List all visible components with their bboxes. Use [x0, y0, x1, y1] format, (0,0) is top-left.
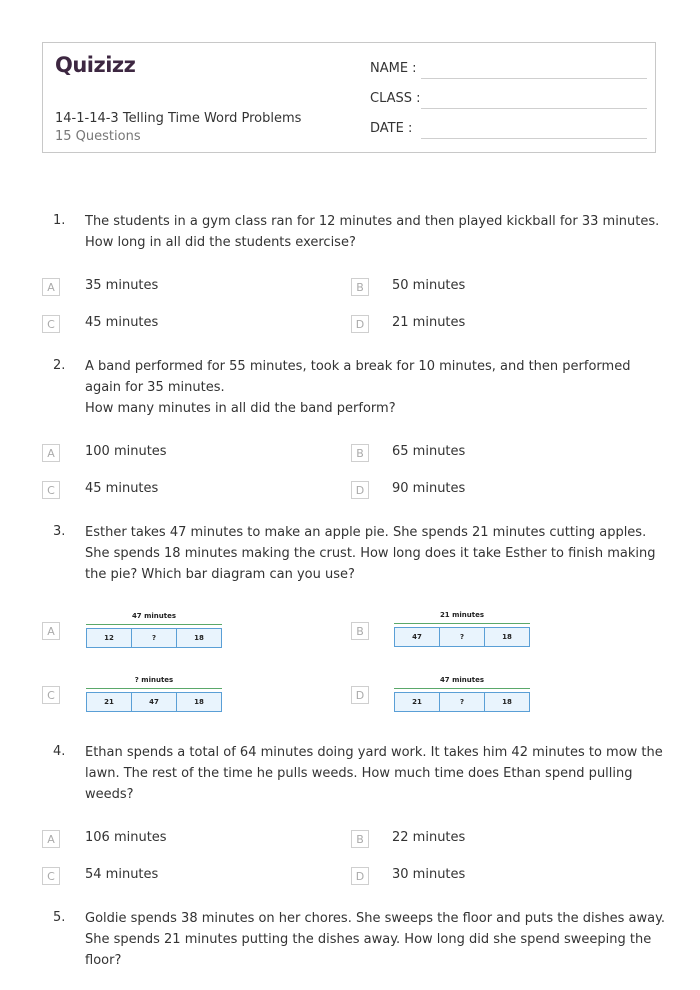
diagram-segment: 18 [502, 633, 512, 641]
question-line: How long in all did the students exercise? [85, 235, 356, 250]
question-text [85, 742, 663, 805]
option-letter[interactable]: C [42, 686, 60, 704]
question-line: She spends 21 minutes putting the dishes away. How long did she spend sweeping the [85, 932, 652, 947]
diagram-segment: 47 [132, 693, 177, 711]
diagram-bar [86, 692, 222, 712]
diagram-segment: 21 [395, 693, 440, 711]
option-letter[interactable]: C [42, 867, 60, 885]
bar-diagram[interactable] [394, 611, 530, 657]
worksheet-header [42, 42, 656, 153]
option-letter[interactable]: D [351, 481, 369, 499]
date-line [421, 138, 647, 139]
question-line: The students in a gym class ran for 12 minutes and then played kickball for 33 minutes. [85, 214, 660, 229]
name-label: NAME : [370, 61, 417, 76]
question-text [85, 356, 657, 419]
option-letter[interactable]: B [351, 830, 369, 848]
question-number: 2. [53, 358, 66, 373]
option-text[interactable]: 106 minutes [85, 830, 167, 845]
diagram-bracket-line [86, 624, 222, 625]
question-line: A band performed for 55 minutes, took a break for 10 minutes, and then performed [85, 359, 631, 374]
option-text[interactable]: 45 minutes [85, 481, 159, 496]
diagram-segment: 18 [194, 634, 204, 642]
option-letter[interactable]: B [351, 278, 369, 296]
question-text [85, 211, 660, 253]
option-text[interactable]: 21 minutes [392, 315, 466, 330]
option-letter[interactable]: D [351, 315, 369, 333]
diagram-segment: 18 [194, 698, 204, 706]
option-text[interactable]: 90 minutes [392, 481, 466, 496]
diagram-segment: ? [440, 693, 485, 711]
option-letter[interactable]: A [42, 444, 60, 462]
diagram-segment: 12 [87, 629, 132, 647]
diagram-bracket-line [394, 688, 530, 689]
option-letter[interactable]: B [351, 622, 369, 640]
class-label: CLASS : [370, 91, 421, 106]
question-text [85, 908, 666, 971]
option-letter[interactable]: D [351, 867, 369, 885]
question-line: the pie? Which bar diagram can you use? [85, 567, 355, 582]
bar-diagram[interactable] [86, 612, 222, 658]
option-letter[interactable]: C [42, 315, 60, 333]
question-line: floor? [85, 953, 122, 968]
question-line: Goldie spends 38 minutes on her chores. She sweeps the floor and puts the dishes away. [85, 911, 666, 926]
question-line: She spends 18 minutes making the crust. How long does it take Esther to finish making [85, 546, 656, 561]
question-line: Esther takes 47 minutes to make an apple pie. She spends 21 minutes cutting apples. [85, 525, 647, 540]
date-label: DATE : [370, 121, 413, 136]
diagram-segment: 47 [395, 628, 440, 646]
question-line: Ethan spends a total of 64 minutes doing yard work. It takes him 42 minutes to mow the [85, 745, 663, 760]
question-count: 15 Questions [55, 129, 141, 144]
diagram-bar [86, 628, 222, 648]
diagram-total-label: 21 minutes [439, 611, 485, 619]
option-text[interactable]: 30 minutes [392, 867, 466, 882]
option-letter[interactable]: C [42, 481, 60, 499]
name-line [421, 78, 647, 79]
question-number: 5. [53, 910, 66, 925]
diagram-bracket-line [86, 688, 222, 689]
diagram-total-label: 47 minutes [439, 676, 485, 684]
option-letter[interactable]: A [42, 278, 60, 296]
option-letter[interactable]: D [351, 686, 369, 704]
diagram-segment: 21 [87, 693, 132, 711]
option-text[interactable]: 54 minutes [85, 867, 159, 882]
question-line: again for 35 minutes. [85, 380, 225, 395]
diagram-segment: 18 [502, 698, 512, 706]
option-letter[interactable]: A [42, 622, 60, 640]
diagram-bar [394, 627, 530, 647]
diagram-bracket-line [394, 623, 530, 624]
question-line: lawn. The rest of the time he pulls weeds. How much time does Ethan spend pulling [85, 766, 633, 781]
question-number: 3. [53, 524, 66, 539]
question-number: 4. [53, 744, 66, 759]
bar-diagram[interactable] [86, 676, 222, 722]
question-line: How many minutes in all did the band perform? [85, 401, 396, 416]
option-text[interactable]: 65 minutes [392, 444, 466, 459]
question-number: 1. [53, 213, 66, 228]
option-text[interactable]: 35 minutes [85, 278, 159, 293]
question-text [85, 522, 657, 585]
diagram-segment: ? [132, 629, 177, 647]
diagram-total-label: 47 minutes [131, 612, 177, 620]
option-text[interactable]: 45 minutes [85, 315, 159, 330]
diagram-total-label: ? minutes [134, 676, 174, 684]
option-text[interactable]: 100 minutes [85, 444, 167, 459]
bar-diagram[interactable] [394, 676, 530, 722]
worksheet-title: 14-1-14-3 Telling Time Word Problems [55, 111, 302, 126]
option-letter[interactable]: B [351, 444, 369, 462]
option-letter[interactable]: A [42, 830, 60, 848]
option-text[interactable]: 22 minutes [392, 830, 466, 845]
diagram-segment: ? [440, 628, 485, 646]
quizizz-logo: Quizizz [55, 53, 136, 77]
question-line: weeds? [85, 787, 134, 802]
option-text[interactable]: 50 minutes [392, 278, 466, 293]
class-line [421, 108, 647, 109]
diagram-bar [394, 692, 530, 712]
